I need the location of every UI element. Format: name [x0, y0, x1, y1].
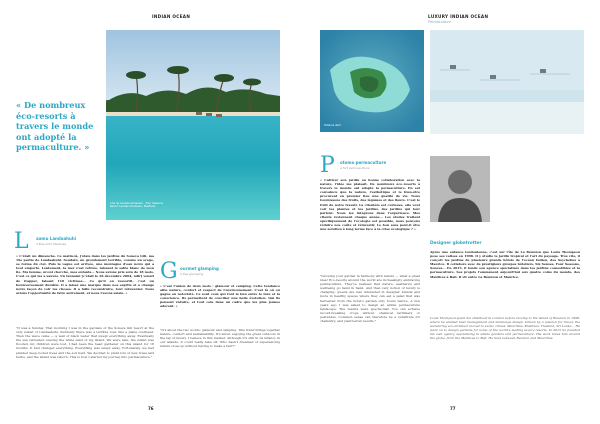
designer-body-en: Louis Thompson spent his childhood in London before moving to the island of Reunion in 1998, where he studied land management and landscape design. Driven by a passion for travel, the wandering eco-architect moved to exotic climes: Mauritius, Maldives, Thailand, Sri Lanka... He went on to design gardens for some of the world's leading luxury resorts. In 2015 he founded his own agency specialising in edible gardens and permaculture. His work takes him around the globe, from the Maldives to Bali. He lives between Reunion and Mauritius.	[430, 316, 580, 341]
designer-body-fr: Après une enfance londonienne, c'est sur l'île de La Réunion que Louis Thompson pose ses valises en 1998. Il y étudie le jardin tropical et l'art du paysage. Très vite, il conçoit les jardins de plusieurs grands hôtels de l'océan Indien, des Seychelles à Maurice. Il collabore avec de prestigieux groupes hôteliers, Six Senses, Four Seasons, Soneva... En 2015, il fonde son agence spécialisée dans les jardins comestibles et la permaculture. Ses projets l'emmènent aujourd'hui aux quatre coins du monde, des Maldives à Bali. Il vit entre La Réunion et Maurice.	[430, 250, 580, 279]
designer-portrait	[430, 156, 490, 222]
section1-subtitle: à Baa atoll Maldives	[36, 242, 67, 246]
section3-body-en: "Growing your garden in harmony with nature — what a great idea! Eco-resorts around the world are increasingly embracing permaculture. They've realised that nature, aesthetics and wellbeing go hand in hand. And then very notion of luxury is changing: guests are less interested in designer brands and more in healthy spaces where they can eat a salad that was harvested from the hotel's garden only hours before. A few years ago I was asked to design an edible permaculture landscape. The results were spectacular. You can achieve record-breaking crops without chemical fertilisers or pesticides. Common sense can therefore be a substitute for chemistry, and yield better results."	[320, 274, 420, 324]
designer-portrait-svg	[430, 156, 490, 222]
beach-photo-caption: L'île de Landaa Giraavaru · Four Seasons Resort Landaa Giraavaru, Maldives	[110, 202, 163, 209]
atoll-photo-svg	[320, 30, 424, 132]
beach-photo	[106, 30, 280, 220]
water-villas-photo-svg	[430, 30, 584, 134]
section3-subtitle: à fort permaculture	[340, 166, 370, 170]
left-page-number: 76	[148, 406, 154, 411]
atoll-photo-caption: Tetiaroa atoll	[324, 124, 341, 127]
water-villas-photo	[430, 30, 584, 134]
right-page-number: 77	[450, 406, 456, 411]
left-page-header: INDIAN OCEAN	[152, 14, 191, 19]
section3-title: otomo permaculture	[340, 160, 387, 165]
section3-dropcap: P	[320, 153, 335, 178]
right-page-header: LUXURY INDIAN OCEAN	[428, 14, 489, 19]
atoll-photo	[320, 30, 424, 132]
section1-dropcap: L	[14, 229, 29, 254]
section2-body-fr: « C'est l'union de deux mots : glamour et camping. Cette tendance allie nature, confort et respect de l'environnement. C'est là où on gagne en notoriété. Ce sont ceux qui font le lien entre le luxe et la conscience. Ils permettent de concilier une belle évolution. Qui ils pensent réduire, et tout cela dans un cadre que les plus jeunes adorent. »	[160, 284, 280, 309]
section3-body-fr: « Cultiver son jardin en bonne collaboration avec la nature, l'idée me plaisait. De nombreux éco-resorts à travers le monde ont adopté la permaculture. En est convaincu que la nature, l'esthétique et le bien-être procurent en premier lieu une qualité de vie. Nous fournissons des fruits, des légumes et des fleurs. C'est le fruit de notre travail. La clientèle est curieuse, elle veut voir les plantes et les jardins, des jardins qui leur parlent. Nous les intégrons dans l'expérience. Mes clients reviennent chaque année... Les études traitent spécifiquement de l'écologie est possible, nous pouvons réduire nos coûts et réinvestir. Le bon sens peut-il être une solution à long terme face à la crise écologique ? »	[320, 178, 420, 232]
section1-body-fr: « C'était un dimanche. Ce matin-là, j'étais dans les jardins du Soneva Gili, ma 19e partie de Landaahuhi. Soudain, un grondement terrible, comme un orage, se forma du ciel. Puis la vague est arrivée, une montagne d'eau noire qui a tout emporté. Lentement, la mer s'est retirée, laissant le sable blanc de mon île. Ma femme, m'ont cherché, mes enfants... Nous avions pris soin de 18 mois. C'est ce qui les a sauvés. Un tsunami [c'était le 26 décembre 2004, ndlr] venait de frapper, faisant 118 victimes... Ce qu'il en ressortit, c'est un bouleversement durable. Il a laissé une marque dans nos esprits et a changé notre façon de voir les choses. Il a fallu reconstruire, tout réinventer. Nous avions l'opportunité de faire autrement, et nous l'avons saisie. »	[16, 254, 154, 295]
pull-quote: « De nombreux éco-resorts à travers le monde ont adopté la permaculture. »	[16, 100, 94, 152]
beach-photo-svg	[106, 30, 280, 220]
section2-dropcap: G	[160, 259, 178, 284]
designer-title: Designer globetrotter	[430, 240, 482, 245]
section2-body-en: "It's about the two words: glamour and camping. This trend brings together nature, comfort and sustainability. It's about enjoying the great outdoors in the lap of luxury. I believe in this market. Although it's still in its infancy in our islands, it could really take off. Who hasn't dreamed of experiencing nature close up without having to make a tent?"	[160, 328, 280, 349]
section2-title: ourmet glamping	[180, 266, 219, 271]
section1-body-en: "It was a Sunday. That morning I was in the gardens of the Soneva Gili resort at the very island of Landaahuhi. Suddenly there was a terrible roar, like a plane overhead. Then the wave came — a wall of black water that swept everything away. Eventually the sea retreated, leaving the white sand of my island. We were safe, the island was flooded, my children were lost. I had been the head gardener on this island for 18 months. It had changed everything. Everything was swept away. Fortunately, we had planted deep-rooted trees and the soil held. We decided to plant lots of new trees and herbs, and the island was reborn. This is how I started my journey into permaculture."	[16, 326, 154, 359]
section2-subtitle: à Paa glamping	[180, 272, 204, 276]
right-page-header-sub: Permaculture	[428, 20, 451, 24]
section1-title: aamu Landaahuhi	[36, 236, 77, 241]
